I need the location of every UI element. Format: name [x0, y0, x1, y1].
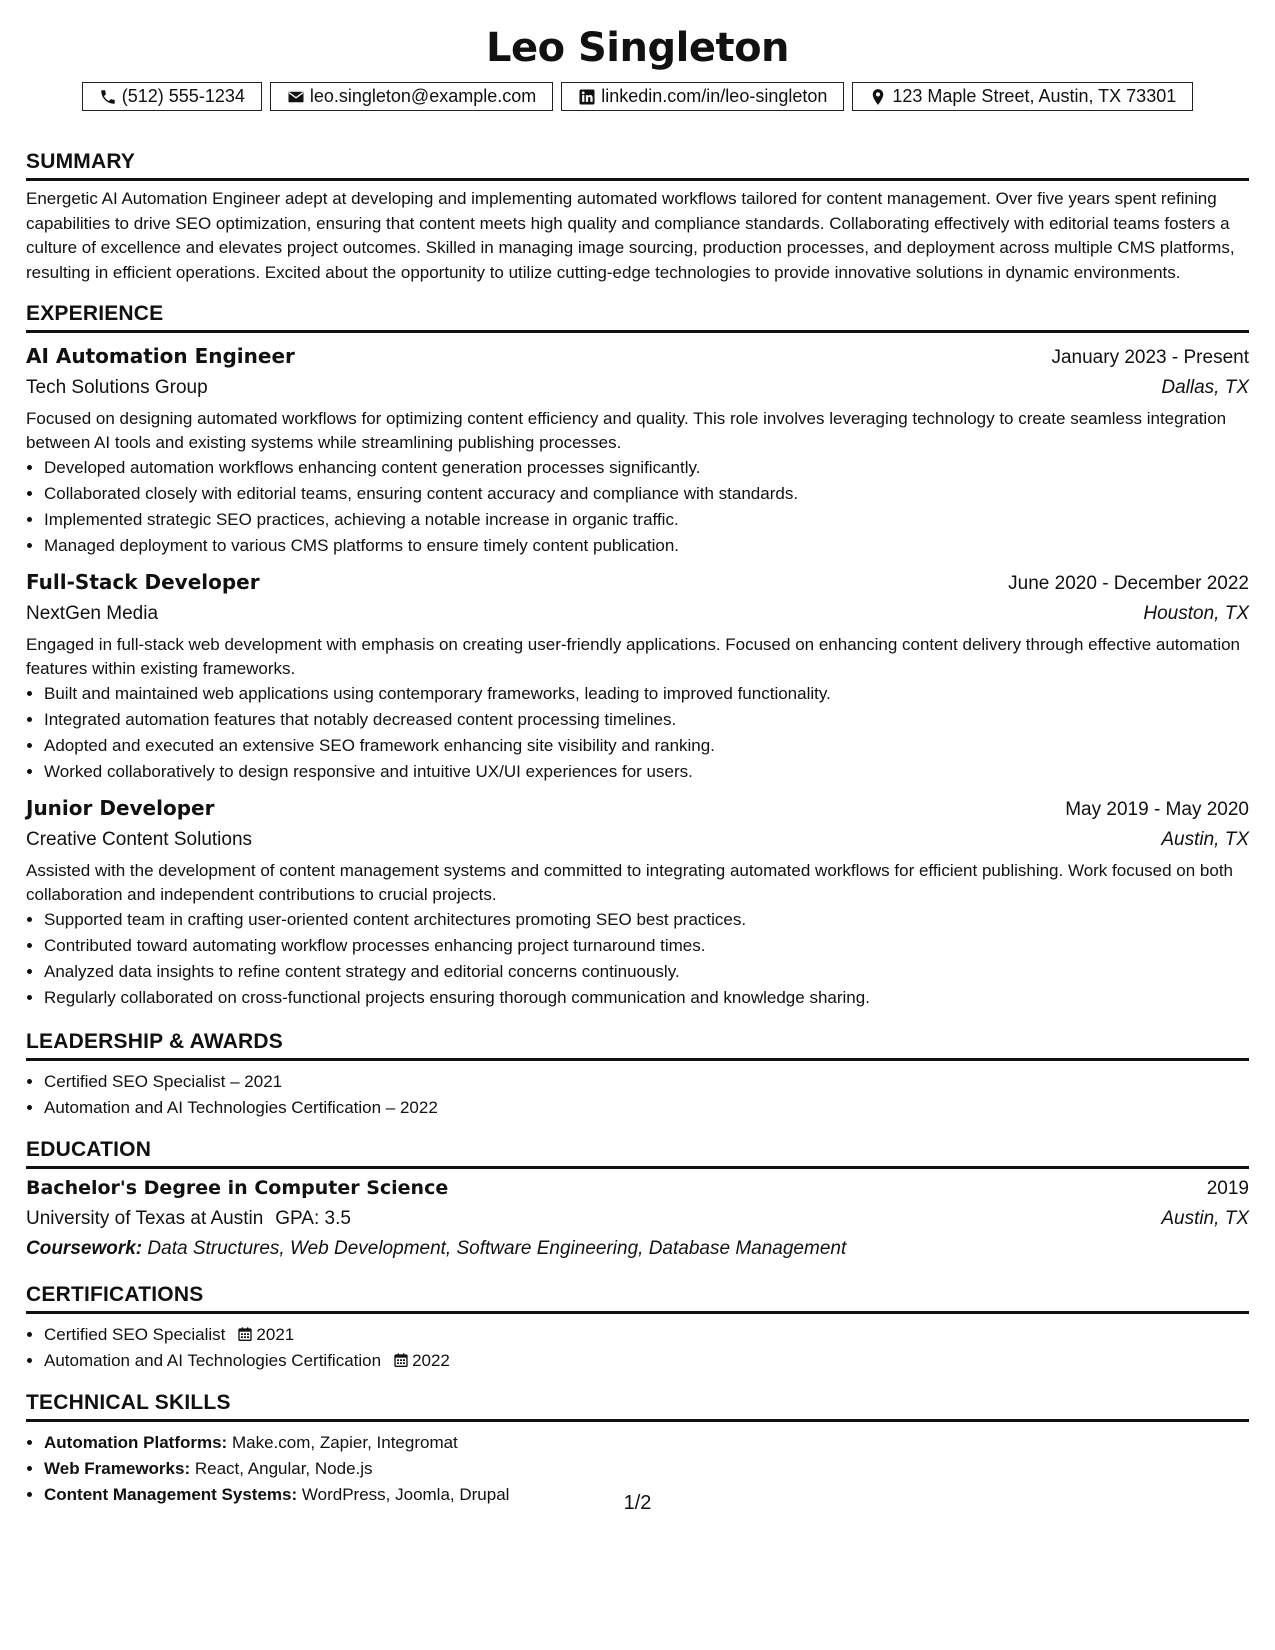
- cert-year: 2022: [412, 1351, 450, 1370]
- job-bullets: [26, 681, 1249, 785]
- list-item: • Collaborated closely with editorial teams, ensuring content accuracy and compliance with standards.: [44, 481, 1249, 507]
- skills-section: [26, 1390, 1249, 1508]
- contact-linkedin[interactable]: [561, 82, 844, 111]
- school-location: Austin, TX: [1161, 1208, 1249, 1229]
- job-entry: [26, 567, 1249, 785]
- coursework: [26, 1234, 1249, 1264]
- job-description: Focused on designing automated workflows for optimizing content efficiency and quality. This role involves leveraging technology to create seamless integration between AI tools and existing systems while streamlining publishing processes.: [26, 409, 1227, 452]
- coursework-label: Coursework:: [26, 1238, 143, 1259]
- list-item: • Automation and AI Technologies Certification – 2022: [44, 1095, 1249, 1121]
- contact-bar: [26, 82, 1249, 111]
- skills-heading: TECHNICAL SKILLS: [26, 1390, 1249, 1422]
- list-item: • Regularly collaborated on cross-functional projects ensuring thorough communication and knowledge sharing.: [44, 985, 1249, 1011]
- certifications-heading: CERTIFICATIONS: [26, 1282, 1249, 1314]
- awards-list: [26, 1069, 1249, 1121]
- summary-text: Energetic AI Automation Engineer adept at developing and implementing automated workflows tailored for content management. Over five years spent refining capabilities to drive SEO optimization, ensuring that content meets high quality and compliance standards. Collaborating effectively with editorial teams fosters a culture of excellence and elevates project outcomes. Skilled in managing image sourcing, production processes, and deployment across multiple CMS platforms, resulting in efficient operations. Excited about the opportunity to utilize cutting-edge technologies to provide innovative solutions in dynamic environments.: [26, 189, 1235, 282]
- email-text: leo.singleton@example.com: [309, 86, 537, 106]
- education-section: [26, 1137, 1249, 1264]
- job-entry: [26, 793, 1249, 1011]
- phone-icon: [99, 88, 117, 106]
- page-number: 1/2: [623, 1492, 652, 1514]
- list-item: • Integrated automation features that notably decreased content processing timelines.: [44, 707, 1249, 733]
- graduation-year: 2019: [1206, 1178, 1249, 1199]
- address-text: 123 Maple Street, Austin, TX 73301: [892, 86, 1177, 106]
- job-location: Houston, TX: [1143, 603, 1249, 624]
- awards-section: [26, 1029, 1249, 1121]
- experience-section: [26, 301, 1249, 1011]
- job-title: AI Automation Engineer: [26, 344, 295, 368]
- degree-title: Bachelor's Degree in Computer Science: [26, 1177, 449, 1199]
- certifications-list: [26, 1322, 1249, 1374]
- gpa: GPA: 3.5: [275, 1208, 351, 1229]
- skill-category: Web Frameworks:: [44, 1459, 191, 1478]
- cert-name: Certified SEO Specialist: [44, 1325, 226, 1344]
- job-entry: [26, 341, 1249, 559]
- calendar-icon: [237, 1326, 253, 1342]
- list-item: • Managed deployment to various CMS platforms to ensure timely content publication.: [44, 533, 1249, 559]
- map-pin-icon: [869, 88, 887, 106]
- skill-values: WordPress, Joomla, Drupal: [301, 1485, 510, 1504]
- contact-phone[interactable]: [82, 82, 262, 111]
- job-company: NextGen Media: [26, 603, 159, 624]
- job-dates: June 2020 - December 2022: [1008, 573, 1249, 594]
- job-dates: May 2019 - May 2020: [1065, 799, 1249, 820]
- list-item: [44, 1348, 1249, 1374]
- job-title: Junior Developer: [26, 796, 215, 820]
- job-bullets: [26, 455, 1249, 559]
- list-item: • Contributed toward automating workflow processes enhancing project turnaround times.: [44, 933, 1249, 959]
- education-heading: EDUCATION: [26, 1137, 1249, 1169]
- list-item: • Certified SEO Specialist – 2021: [44, 1069, 1249, 1095]
- experience-heading: EXPERIENCE: [26, 301, 1249, 333]
- cert-year: 2021: [256, 1325, 295, 1344]
- linkedin-icon: [578, 88, 596, 106]
- skill-values: React, Angular, Node.js: [194, 1459, 373, 1478]
- school-info: [26, 1204, 351, 1234]
- list-item: [44, 1322, 1249, 1348]
- awards-heading: LEADERSHIP & AWARDS: [26, 1029, 1249, 1061]
- list-item: • Adopted and executed an extensive SEO framework enhancing site visibility and ranking.: [44, 733, 1249, 759]
- job-bullets: [26, 907, 1249, 1011]
- list-item: • Analyzed data insights to refine content strategy and editorial concerns continuously.: [44, 959, 1249, 985]
- job-description: Assisted with the development of content management systems and committed to integrating automated workflows for efficient publishing. Work focused on both collaboration and independent contributions to crucial projects.: [26, 861, 1234, 904]
- skill-category: Automation Platforms:: [44, 1433, 228, 1452]
- list-item: [44, 1430, 1249, 1456]
- linkedin-text: linkedin.com/in/leo-singleton: [601, 86, 828, 106]
- job-location: Dallas, TX: [1161, 377, 1249, 398]
- certifications-section: [26, 1282, 1249, 1374]
- job-dates: January 2023 - Present: [1051, 347, 1249, 368]
- coursework-list: Data Structures, Web Development, Software Engineering, Database Management: [147, 1238, 847, 1259]
- candidate-name: Leo Singleton: [485, 25, 790, 71]
- list-item: [44, 1456, 1249, 1482]
- summary-section: [26, 149, 1249, 285]
- job-company: Tech Solutions Group: [26, 377, 208, 398]
- list-item: • Implemented strategic SEO practices, achieving a notable increase in organic traffic.: [44, 507, 1249, 533]
- school-name: University of Texas at Austin: [26, 1208, 264, 1229]
- calendar-icon: [393, 1352, 409, 1368]
- envelope-icon: [287, 88, 305, 106]
- phone-text: (512) 555-1234: [121, 86, 245, 106]
- summary-heading: SUMMARY: [26, 149, 1249, 181]
- job-company: Creative Content Solutions: [26, 829, 253, 850]
- list-item: • Worked collaboratively to design responsive and intuitive UX/UI experiences for users.: [44, 759, 1249, 785]
- job-description: Engaged in full-stack web development with emphasis on creating user-friendly applications. Focused on enhancing content delivery through effective automation features within existing frameworks.: [26, 635, 1241, 678]
- list-item: • Built and maintained web applications using contemporary frameworks, leading to improved functionality.: [44, 681, 1249, 707]
- skill-category: Content Management Systems:: [44, 1485, 298, 1504]
- job-title: Full-Stack Developer: [26, 570, 260, 594]
- contact-address[interactable]: [852, 82, 1193, 111]
- job-location: Austin, TX: [1161, 829, 1249, 850]
- contact-email[interactable]: [270, 82, 553, 111]
- list-item: • Supported team in crafting user-oriented content architectures promoting SEO best practices.: [44, 907, 1249, 933]
- cert-name: Automation and AI Technologies Certification: [44, 1351, 382, 1370]
- skill-values: Make.com, Zapier, Integromat: [231, 1433, 458, 1452]
- list-item: • Developed automation workflows enhancing content generation processes significantly.: [44, 455, 1249, 481]
